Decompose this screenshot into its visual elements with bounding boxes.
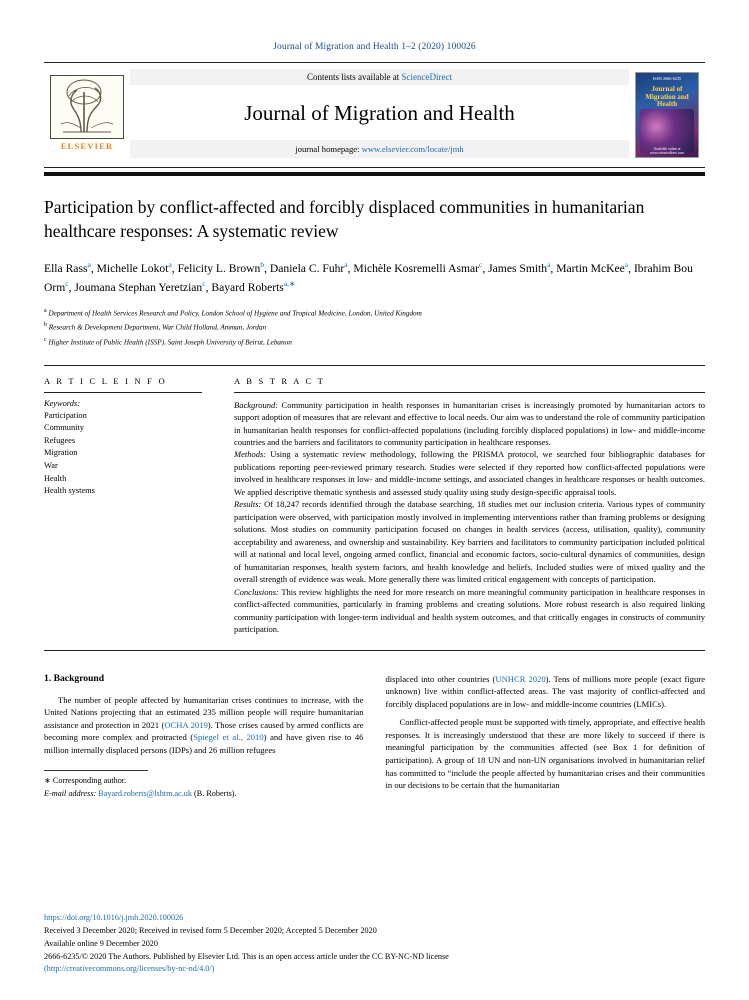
masthead-center [130,63,629,167]
corresponding-email-link[interactable]: Bayard.roberts@lshtm.ac.uk [98,788,192,798]
keyword-item: Refugees [44,435,76,445]
abstract-section: Conclusions: This review highlights the need for more research on more meaningful community participation in healthcare responses in conflict-affected communities, particularly in framing problems and creating solutions. More robust research is also required linking community participation with longer-term individual and health system outcomes, and that critically engages in constructs of community participation. [234,586,705,635]
article-info-rule [44,392,202,393]
abstract-section: Background: Community participation in health responses in humanitarian crises is increasingly promoted by humanitarian actors to support adoption of measures that are relevant and effective to local needs. Our aim was to understand the role of community participation in humanitarian health responses for conflict-affected populations (including forcibly displaced populations) in low- and middle-income countries and the barriers and facilitators to community participation in healthcare responses. [234,399,705,447]
cover-top-text: ISSN 2666-6235 [652,76,682,81]
journal-reference: Journal of Migration and Health 1–2 (2020) 100026 [273,42,476,52]
article-info-heading: A R T I C L E I N F O [44,375,167,386]
body-columns [44,673,705,800]
keyword-item: Health [44,473,67,483]
body-column-right [386,673,706,800]
keyword-item: War [44,460,58,470]
sciencedirect-link[interactable]: ScienceDirect [401,72,452,82]
contents-list-line [130,69,629,85]
elsevier-tree-icon [50,75,124,139]
abstract-section-label: Background: [234,399,279,410]
copyright-line: 2666-6235/© 2020 The Authors. Published by Elsevier Ltd. This is an open access article under the CC BY-NC-ND license [44,951,449,961]
journal-homepage-line [130,140,629,158]
abstract-body [234,399,705,636]
info-abstract-row [44,376,705,636]
doi-link[interactable]: https://doi.org/10.1016/j.jmh.2020.100026 [44,913,184,923]
abstract-column [234,376,705,636]
abstract-bottom-divider [44,650,705,651]
keywords-list [44,410,216,498]
journal-masthead [44,62,705,168]
body-text-left [44,694,364,757]
section-number: 1. [44,672,52,684]
section-title: Background [53,672,105,684]
affiliation-b: $^b$ Research & Development Department, War Child Holland, Amman, Jordan [44,322,267,332]
body-paragraph: Conflict-affected people must be supported with timely, appropriate, and effective health responses. It is increasingly understood that these are more likely to succeed if there is meaningful participation by the communities affected (see Box 1 for definition of participation). A group of 18 UN and non-UN organisations involved in humanitarian relief has committed to “include the people affected by humanitarian crises and their communities in our decisions to be certain that the humanitarian [385,717,705,791]
journal-cover-thumbnail [635,72,699,158]
affiliations [44,307,705,349]
body-paragraph: displaced into other countries (UNHCR 2020). Tens of millions more people (exact figure unknown) live within conflict-affected areas. The vast majority of conflict-affected and forcibly displaced populations are in low- and middle-income countries (LMICs). [385,673,706,709]
citation-link[interactable]: UNHCR 2020 [495,673,546,684]
page-title: Participation by conflict-affected and forcibly displaced communities in humanitarian healthcare responses: A systematic review [44,197,645,241]
received-dates: Received 3 December 2020; Received in revised form 5 December 2020; Accepted 5 December 2020 [44,926,377,936]
page-footer [44,912,705,976]
email-suffix: (B. Roberts). [192,788,237,798]
contents-prefix: Contents lists available at [307,72,402,82]
elsevier-logo [47,75,127,159]
keyword-item: Participation [44,410,87,420]
citation-link[interactable]: OCHA 2019 [164,719,208,730]
elsevier-wordmark: ELSEVIER [60,141,114,151]
abstract-heading: A B S T R A C T [234,375,326,386]
article-content [44,196,705,800]
tree-figure-icon [51,76,123,138]
corresponding-author-note: ∗ Corresponding author. [44,776,127,786]
keyword-item: Community [44,423,85,433]
affiliation-c: $^c$ Higher Institute of Public Health (ISSP), Saint Joseph University of Beirut, Lebanon [44,337,292,347]
author-list: Ella Rass$^a$, Michelle Lokot$^a$, Felicity L. Brown$^b$, Daniela C. Fuhr$^a$, Michèle Kosremelli Asmar$^c$, James Smith$^a$, Martin McKee$^a$, Ibrahim Bou Orm$^c$, Joumana Stephan Yeretzian$^c$, Bayard Roberts$^{a,∗}$ [44,260,693,294]
abstract-rule [234,392,705,393]
abstract-section: Results: Of 18,247 records identified through the database searching, 18 studies met our inclusion criteria. Various types of community participation were observed, with participation mostly involved in implementing interventions rather than framing problems or designing solutions. Most studies on community participation focused on changes in health services (access, utilisation, quality), community acceptability and awareness, and ownership and sustainability. Key barriers and facilitators to community participation included political will at national and local level, ongoing armed conflict, financial and economic factors, socio-cultural dynamics of communities, design of humanitarian responses, health system factors, and health knowledge and beliefs. Included studies were of mixed quality and the overall strength of evidence was weak. More generally there was limited critical engagement with concepts of participation. [234,499,705,585]
cover-bottom-text: Available online at www.sciencedirect.com [649,147,685,155]
email-label: E-mail address: [44,788,99,798]
abstract-section-label: Methods: [234,449,267,460]
keyword-item: Migration [44,448,78,458]
homepage-prefix: journal homepage: [295,144,362,154]
keyword-item: Health systems [44,486,95,496]
keywords-label: Keywords: [44,398,80,408]
available-online: Available online 9 December 2020 [44,938,158,948]
publisher-logo-area [44,63,130,167]
footnote-block [44,770,364,800]
masthead-divider [44,172,705,176]
affiliation-a: $^a$ Department of Health Services Research and Policy, London School of Hygiene and Tropical Medicine, London, United Kingdom [44,307,422,318]
journal-title: Journal of Migration and Health [244,101,515,125]
citation-link[interactable]: Spiegel et al., 2010 [193,732,264,743]
info-divider [44,365,705,366]
footnote-rule [44,770,148,771]
body-text-right [386,673,706,792]
cover-image-area [629,63,705,167]
abstract-section-label: Results: [234,499,262,510]
abstract-section: Methods: Using a systematic review methodology, following the PRISMA protocol, we searched four bibliographic databases for publications reporting peer-reviewed primary research. Studies were selected if they reported how conflict-affected populations were involved in healthcare responses in low- and middle-income settings, and associated changes in healthcare responses or health outcomes. We applied descriptive thematic synthesis and assessed study quality using study design-specific appraisal tools. [234,449,705,497]
body-paragraph: The number of people affected by humanitarian crises continues to increase, with the United Nations projecting that an estimated 235 million people will require humanitarian assistance and protection in 2021 (OCHA 2019). Those crises caused by armed conflicts are becoming more complex and protracted (Spiegel et al., 2010) and have given rise to 46 million internally displaced persons (IDPs) and 26 million refugees [44,694,364,755]
cover-title-text: Journal of Migration and Health [645,85,689,109]
license-link[interactable]: (http://creativecommons.org/licenses/by-nc-nd/4.0/) [44,964,215,974]
email-note [44,788,364,800]
journal-homepage-link[interactable]: www.elsevier.com/locate/jmh [361,144,464,154]
body-column-left [44,673,364,800]
section-heading [44,673,364,684]
abstract-section-label: Conclusions: [234,586,279,597]
article-info-column [44,376,234,636]
